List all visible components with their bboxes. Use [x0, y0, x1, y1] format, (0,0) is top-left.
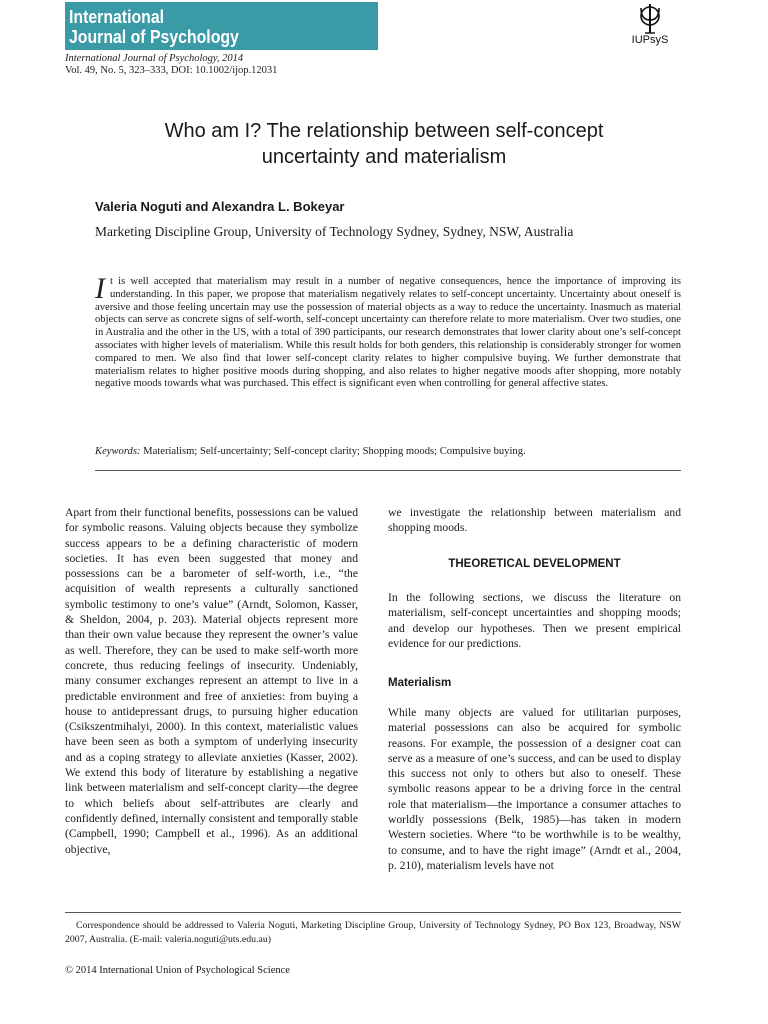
abstract-drop-cap: I — [95, 272, 105, 305]
volume-doi: Vol. 49, No. 5, 323–333, DOI: 10.1002/ijop.12031 — [65, 65, 278, 76]
materialism-paragraph: While many objects are valued for utilitarian purposes, material possessions can also be acquired for symbolic reasons. For example, the possession of a designer coat can serve as a measure of one’s success, and can be used to display this success not only to others but also to oneself. These symbolic reasons appear to be a driving force in the central role that materialism—the importance a consumer attaches to worldly possessions (Belk, 1985)—has taken in modern Western societies. Where “to be worthwhile is to be wealthy, to consume, and to have the right image” (Arndt et al., 2004, p. 210), materialism levels have not — [388, 706, 681, 872]
psi-emblem-icon — [632, 2, 668, 34]
journal-name-line2: Journal of Psychology — [69, 27, 239, 47]
title-line-2: uncertainty and materialism — [261, 146, 507, 168]
journal-banner — [65, 2, 378, 50]
body-column-left: Apart from their functional benefits, possessions can be valued for symbolic reasons. Valuing objects because they symbolize success appears to be a defining characteristic of modern societies. It has even been suggested that money and possessions can be a barometer of self-worth, i.e., “the acquisition of wealth represents a culturally sanctioned symbolic testimony to one’s value” (Arndt, Solomon, Kasser, & Sheldon, 2004, p. 203). Material objects represent more than their own value because they represent the owner’s value as well. Therefore, they can be used to make self-worth more concrete, thus reducing feelings of insecurity. Undeniably, many consumer exchanges represent an attempt to live in a predictable environment and free of anxieties: from buying a house to antidepressant drugs, to pursuing higher education (Csikszentmihalyi, 2000). In this context, materialistic values have been seen as both a symptom of underlying insecurity and as a coping strategy to alleviate anxieties (Kasser, 2002). We extend this body of literature by establishing a negative link between materialism and self-concept clarity—the degree to which beliefs about self-attributes are clearly and confidently defined, internally consistent and temporally stable (Campbell, 1990; Campbell et al., 1996). As an additional objective, — [65, 506, 358, 856]
journal-citation: International Journal of Psychology, 2014 — [65, 53, 244, 64]
section-heading-theoretical-development: THEORETICAL DEVELOPMENT — [448, 558, 621, 570]
copyright: © 2014 International Union of Psychological Science — [65, 965, 290, 976]
correspondence-note: Correspondence should be addressed to Valeria Noguti, Marketing Discipline Group, University of Technology Sydney, PO Box 123, Broadway, NSW 2007, Australia. (E-mail: valeria.noguti@uts.edu.au) — [65, 920, 681, 945]
affiliation: Marketing Discipline Group, University of Technology Sydney, Sydney, NSW, Australia — [95, 224, 574, 239]
keywords — [95, 446, 526, 457]
keywords-list: Materialism; Self-uncertainty; Self-concept clarity; Shopping moods; Compulsive buying. — [143, 446, 526, 457]
abstract-text: t is well accepted that materialism may result in a number of negative consequences, hence the importance of improving its understanding. In this paper, we propose that materialism negatively relates to self-concept uncertainty. Uncertainty about oneself is aversive and those feeling uncertain may use the possession of material objects as a way to reduce the uncertainty. Inasmuch as material objects can serve as concrete signs of self-worth, self-concept uncertainty can therefore relate to more materialism. Over two studies, one in Australia and the other in the US, with a total of 390 participants, our research demonstrates that lower clarity about one’s self-concept associates with higher levels of materialism. While this result holds for both genders, this relationship is considerably stronger for women compared to men. We also find that lower self-concept clarity relates to higher compulsive buying. We further demonstrate that materialism relates to higher positive moods during shopping, and also relates to higher negative moods after shopping, more notably negative moods towards what was purchased. This effect is significant even when controlling for general affective states. — [95, 276, 681, 390]
authors: Valeria Noguti and Alexandra L. Bokeyar — [95, 199, 345, 214]
iupsys-logo — [622, 2, 678, 50]
article-title — [60, 118, 708, 170]
journal-name-line1: International — [69, 7, 165, 27]
logo-text: IUPsyS — [631, 34, 669, 46]
title-line-1: Who am I? The relationship between self-concept — [164, 120, 604, 142]
abstract — [95, 272, 681, 391]
abstract-divider — [95, 470, 681, 471]
keywords-label: Keywords: — [95, 446, 141, 457]
theory-paragraph: In the following sections, we discuss the literature on materialism, self-concept uncertainties and shopping moods; and develop our hypotheses. Then we present empirical evidence for our predictions. — [388, 591, 681, 650]
subsection-heading-materialism: Materialism — [388, 677, 452, 689]
footnote-divider — [65, 912, 681, 913]
body-column-right-intro: we investigate the relationship between materialism and shopping moods. — [388, 506, 681, 535]
